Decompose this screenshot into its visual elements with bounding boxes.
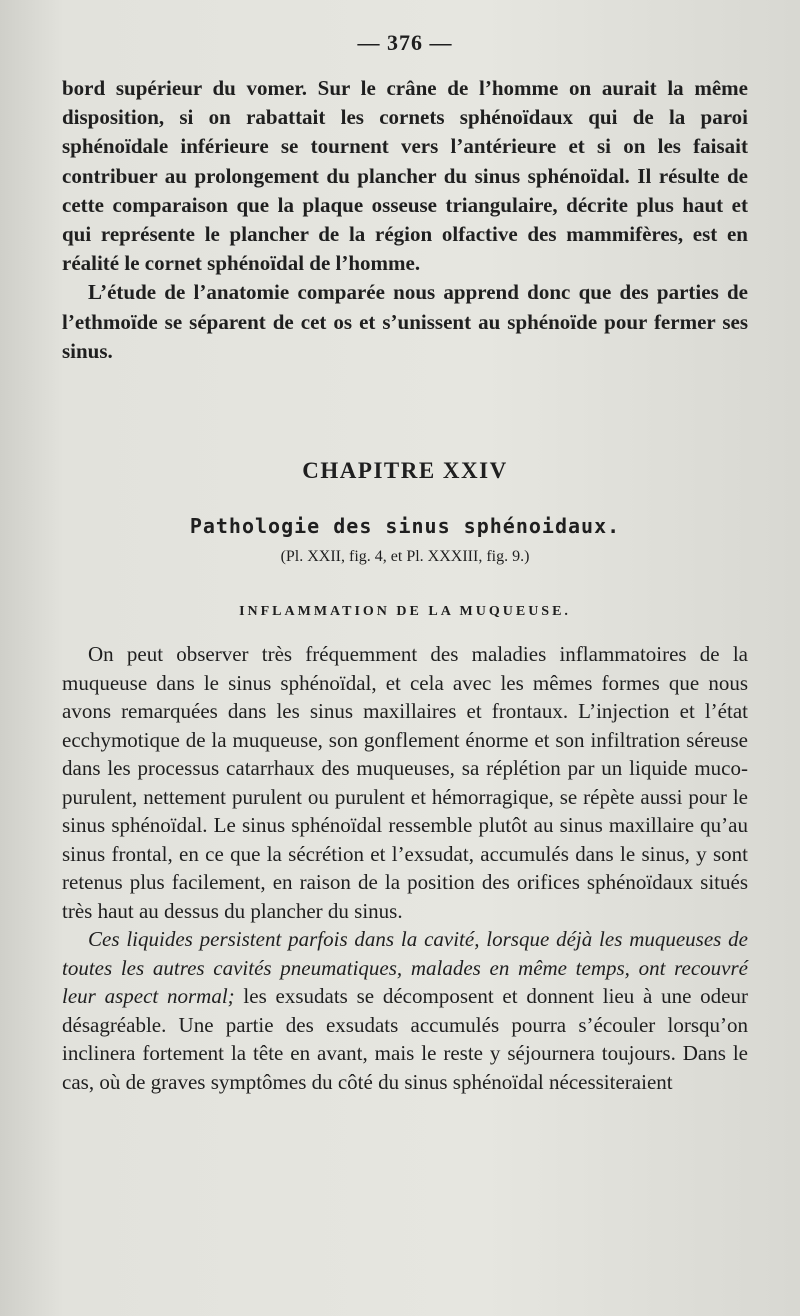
chapter-title: CHAPITRE XXIV bbox=[302, 458, 508, 484]
paragraph-comparative-anatomy: L’étude de l’anatomie comparée nous apprend donc que des parties de l’ethmoïde se séparent de cet os et s’unissent au sphénoïde pour fermer ses sinus. bbox=[62, 280, 748, 363]
page-number: — 376 — bbox=[357, 30, 453, 55]
subheading: INFLAMMATION DE LA MUQUEUSE. bbox=[239, 604, 571, 620]
paragraph-continuation: bord supérieur du vomer. Sur le crâne de l’homme on aurait la même disposition, si on rabattait les cornets sphénoïdaux qui de la paroi sphénoïdale inférieure se tournent vers l’antérieure et si on les faisait contribuer au prolongement du plancher du sinus sphénoïdal. Il résulte de cette comparaison que la plaque osseuse triangulaire, décrite plus haut et qui représente le plancher de la région olfactive des mammifères, est en réalité le cornet sphénoïdal de l’homme. bbox=[62, 76, 748, 276]
main-text bbox=[62, 640, 748, 1096]
paragraph-inflammation: On peut observer très fréquemment des maladies inflammatoires de la muqueuse dans le sinus sphénoïdal, et cela avec les mêmes formes que nous avons remarquées dans les sinus maxillaires et frontaux. L’injection et l’état ecchymotique de la muqueuse, son gonflement énorme et son infiltration séreuse dans les processus catarrhaux des muqueuses, sa réplétion par un liquide muco-purulent, nettement purulent ou purulent et hémorragique, se répète aussi pour le sinus sphénoïdal. Le sinus sphénoïdal ressemble plutôt au sinus maxillaire qu’au sinus frontal, en ce que la sécrétion et l’exsudat, accumulés dans le sinus, y sont retenus plus facilement, en raison de la position des orifices sphénoïdaux situés très haut au dessus du plancher du sinus. bbox=[62, 642, 748, 923]
plate-reference: (Pl. XXII, fig. 4, et Pl. XXXIII, fig. 9.) bbox=[280, 548, 530, 566]
paragraph-liquids bbox=[62, 925, 748, 1096]
section-title: Pathologie des sinus sphénoidaux. bbox=[189, 514, 621, 539]
paragraph-liquids-rest: les exsudats se décomposent et donnent lieu à une odeur désagréable. Une partie des exsudats accumulés pourra s’écouler lorsqu’on inclinera fortement la tête en avant, mais le reste y séjournera toujours. Dans le cas, où de graves symptômes du côté du sinus sphénoïdal nécessiteraient bbox=[62, 984, 748, 1094]
italic-passage: Ces liquides persistent parfois dans la cavité, lorsque déjà les muqueuses de toutes les autres cavités pneumatiques, malades en même temps, ont recouvré leur aspect normal; bbox=[62, 927, 748, 1009]
